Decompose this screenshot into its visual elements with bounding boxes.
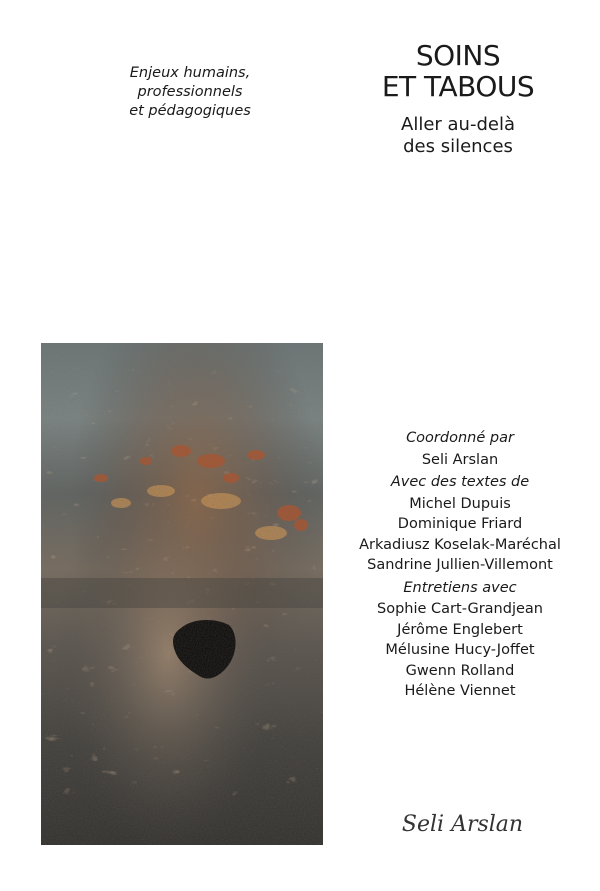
coordinated-label: Coordonné par bbox=[406, 430, 514, 446]
title-block bbox=[368, 40, 548, 158]
cover-artwork bbox=[41, 343, 323, 845]
author-name: Arkadiusz Koselak-Maréchal bbox=[359, 536, 561, 553]
book-tagline bbox=[368, 114, 548, 158]
credits-block bbox=[345, 428, 575, 702]
author-name: Michel Dupuis bbox=[409, 495, 511, 512]
book-title-line-1: SOINS bbox=[415, 39, 501, 72]
author-name: Sandrine Jullien-Villemont bbox=[367, 557, 553, 573]
interviewee-name: Gwenn Rolland bbox=[405, 662, 515, 679]
cover-subtitle bbox=[120, 64, 260, 121]
interviewee-name: Sophie Cart-Grandjean bbox=[377, 601, 543, 617]
tagline-line-2: des silences bbox=[403, 136, 513, 157]
tagline-line-1: Aller au-delà bbox=[401, 114, 515, 135]
subtitle-line-1: Enjeux humains, bbox=[129, 65, 251, 81]
texts-label: Avec des textes de bbox=[390, 474, 530, 490]
subtitle-line-3: et pédagogiques bbox=[129, 103, 251, 119]
interviews-label: Entretiens avec bbox=[403, 579, 517, 596]
abstract-texture-image bbox=[41, 343, 323, 845]
coordinator-name: Seli Arslan bbox=[421, 451, 499, 468]
interviewee-name: Mélusine Hucy-Joffet bbox=[385, 642, 535, 658]
author-name: Dominique Friard bbox=[397, 516, 523, 532]
book-title-line-2: ET TABOUS bbox=[381, 70, 535, 103]
subtitle-line-2: professionnels bbox=[137, 84, 243, 100]
interviewee-name: Jérôme Englebert bbox=[397, 621, 523, 638]
interviewee-name: Hélène Viennet bbox=[404, 683, 516, 699]
publisher-logo: Seli Arslan bbox=[401, 812, 524, 837]
